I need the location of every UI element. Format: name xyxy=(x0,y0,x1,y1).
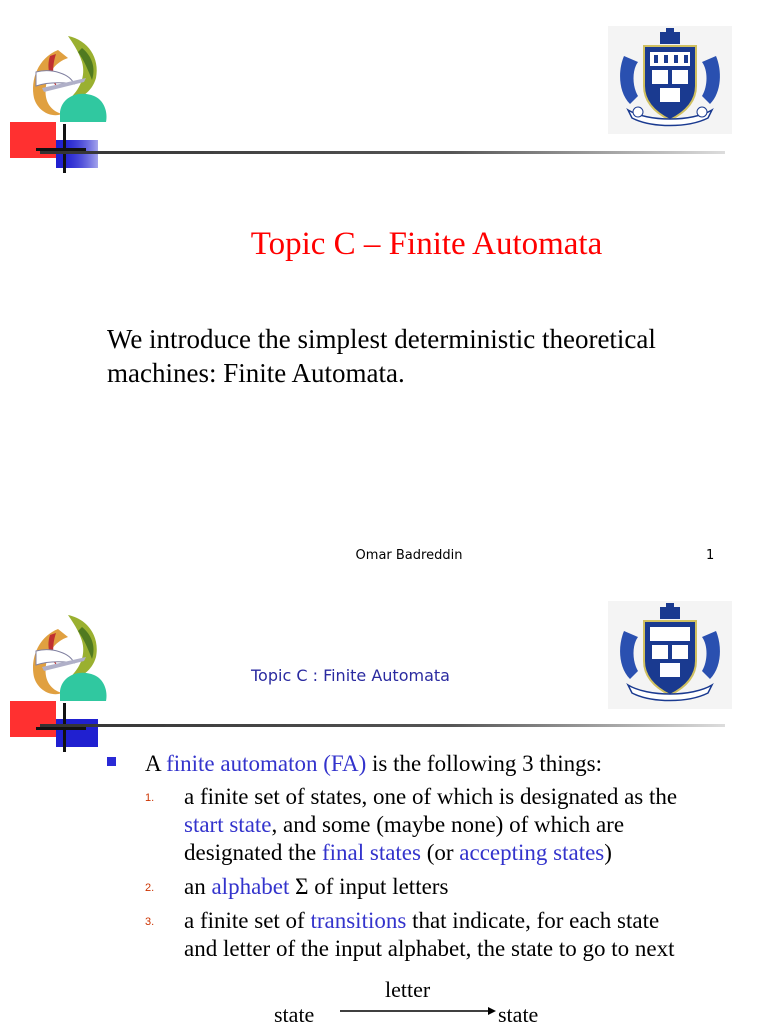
template-logo-icon xyxy=(8,607,113,752)
term-transitions: transitions xyxy=(310,908,407,933)
intro-line-2: machines: Finite Automata. xyxy=(107,358,405,388)
list-item-text: a finite set of transitions that indicate, for each state and letter of the input alphabet, the state to go to next xyxy=(184,908,675,961)
term-alphabet: alphabet xyxy=(211,874,290,899)
term-finite-automaton: finite automaton (FA) xyxy=(166,751,367,776)
list-marker: 1. xyxy=(145,792,155,804)
list-item-text: an alphabet Σ of input letters xyxy=(184,874,449,899)
from-state-label: state xyxy=(274,1002,315,1024)
slide-title: Topic C – Finite Automata xyxy=(250,226,603,262)
transition-diagram xyxy=(270,977,570,1024)
list-marker: 3. xyxy=(145,916,155,928)
list-item-text: a finite set of states, one of which is designated as the start state, and some (maybe none) of which are designated the final states (or accepting states) xyxy=(184,784,678,865)
list-marker: 2. xyxy=(145,882,155,894)
page-number: 1 xyxy=(706,548,715,563)
slide-2 xyxy=(0,585,768,1024)
footer-author: Omar Badreddin xyxy=(355,548,463,563)
bullet-text: A finite automaton (FA) is the following 3 things: xyxy=(145,751,602,776)
intro-line-1: We introduce the simplest deterministic theoretical xyxy=(107,324,656,354)
intro-text xyxy=(107,322,747,390)
transition-arrow-icon xyxy=(338,1005,498,1017)
header-divider xyxy=(40,151,725,154)
university-crest-icon xyxy=(608,601,732,709)
term-final-states: final states xyxy=(321,840,421,865)
header-divider xyxy=(40,724,725,727)
transition-letter-label: letter xyxy=(385,977,431,1002)
university-crest-icon xyxy=(608,26,732,134)
term-start-state: start state xyxy=(184,812,272,837)
term-accepting-states: accepting states xyxy=(459,840,605,865)
to-state-label: state xyxy=(498,1002,539,1024)
slide-header-title: Topic C : Finite Automata xyxy=(251,666,450,685)
square-bullet-icon xyxy=(107,757,116,766)
